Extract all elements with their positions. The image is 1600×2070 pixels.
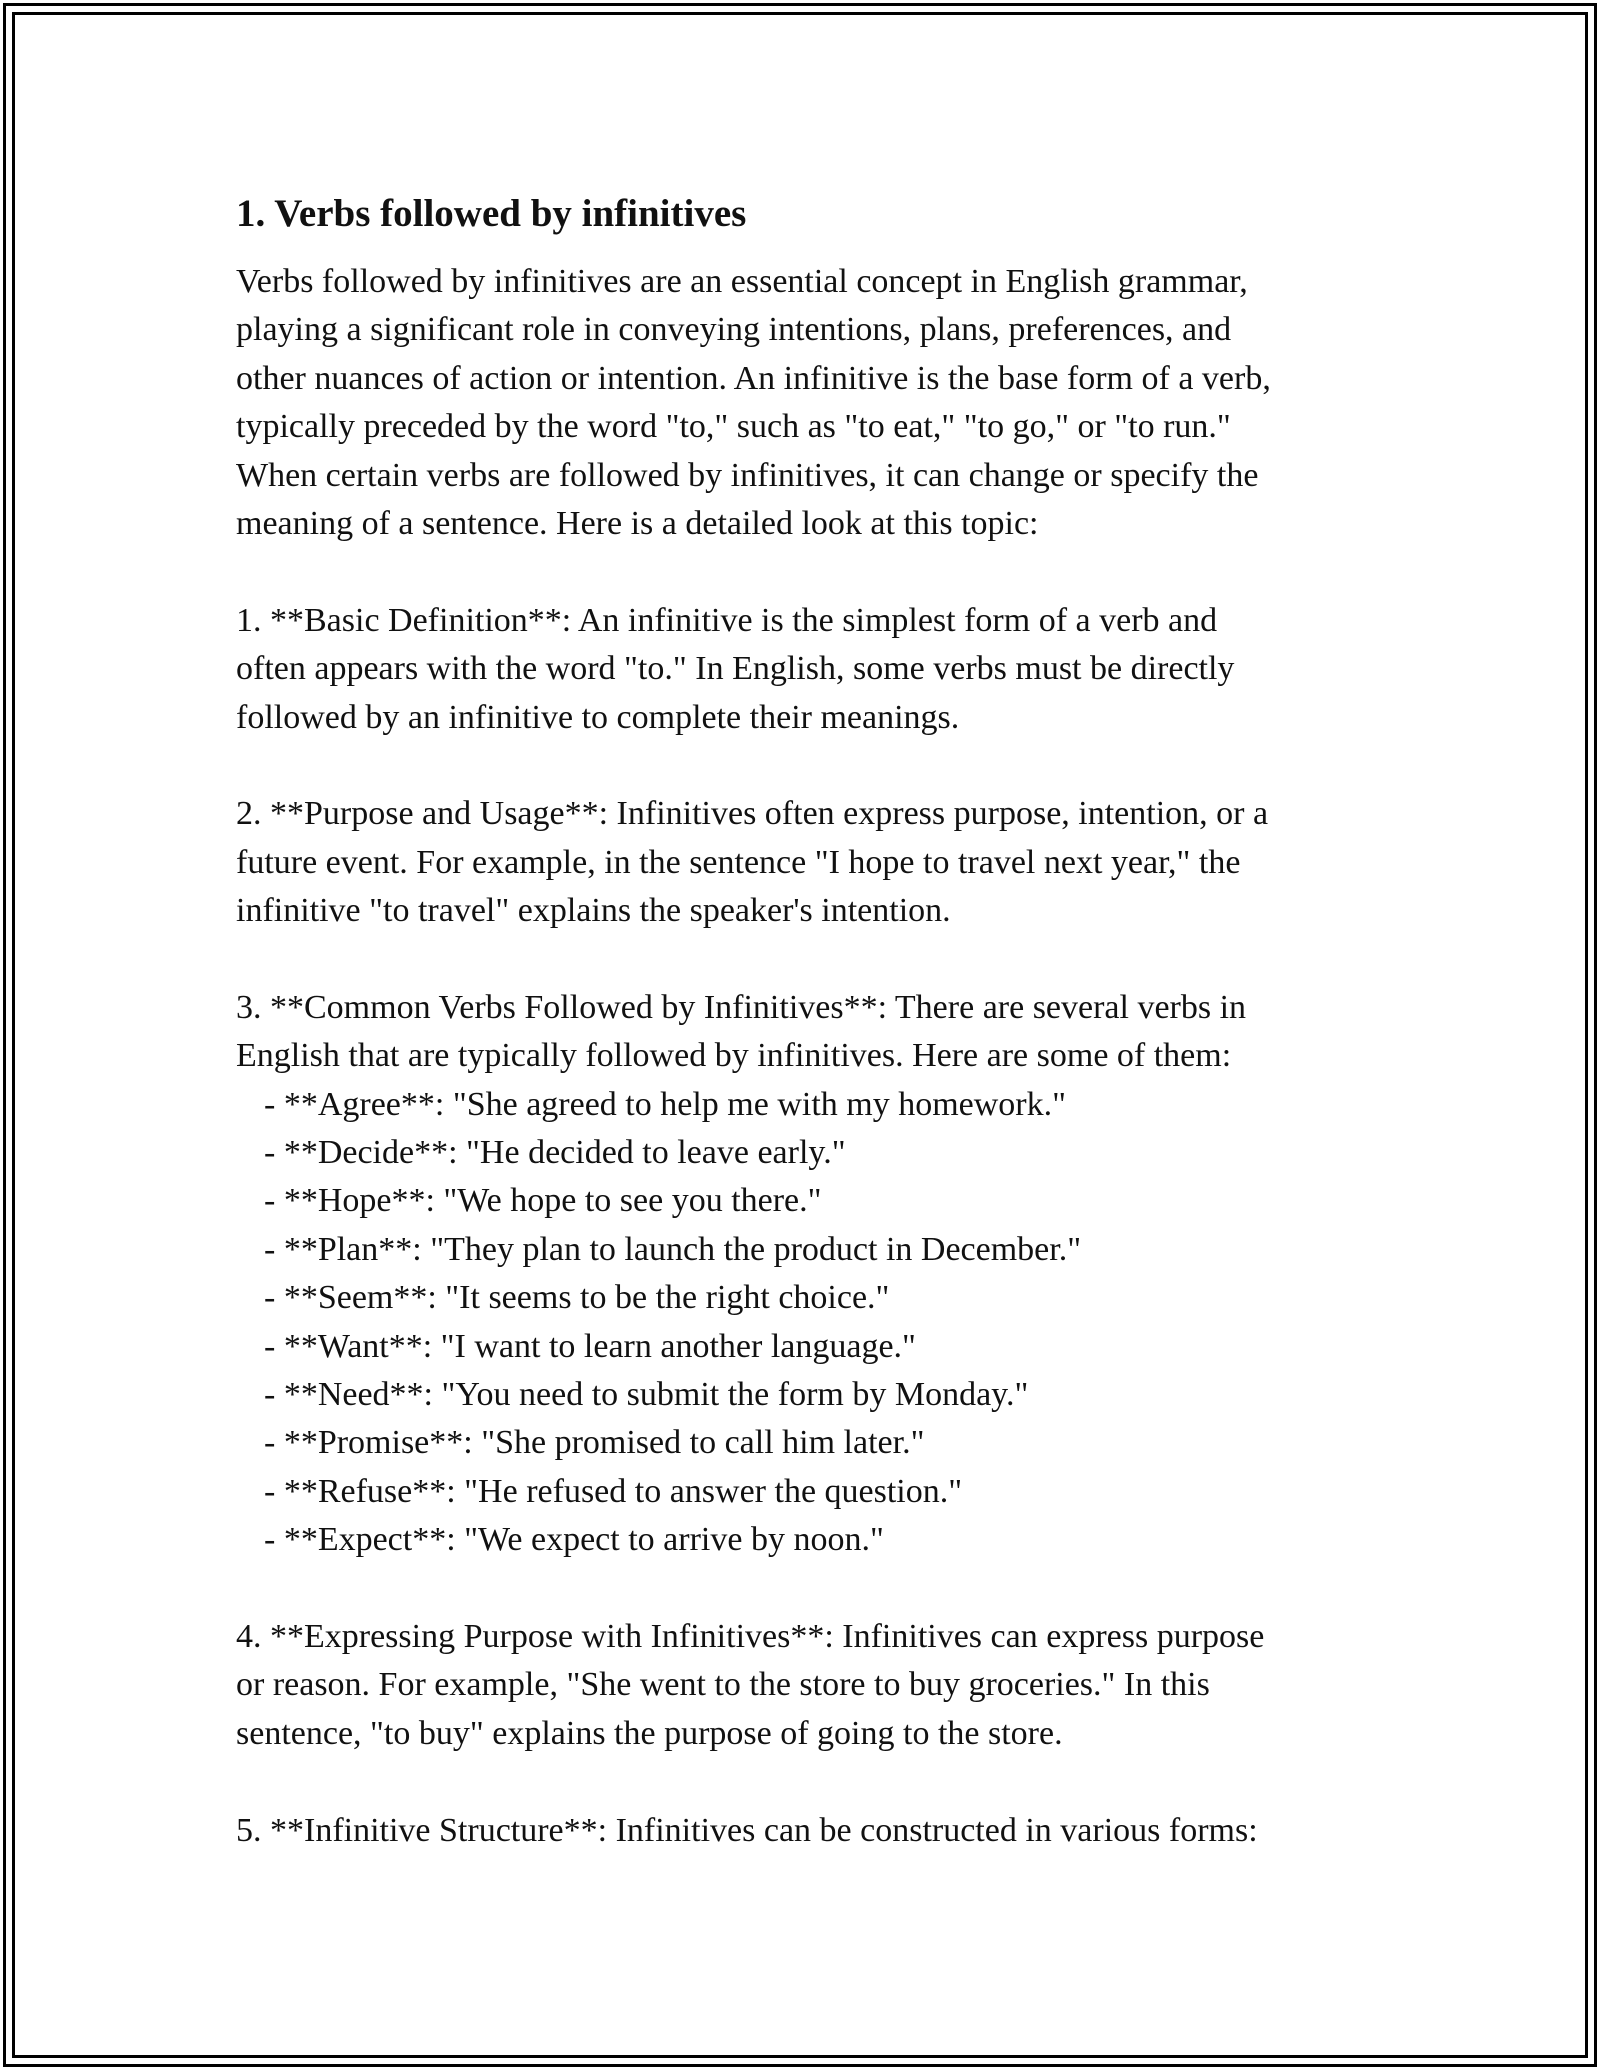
list-item: - **Promise**: "She promised to call him later." <box>264 1424 925 1462</box>
text-line: infinitive "to travel" explains the speaker's intention. <box>236 892 951 930</box>
text-line: Verbs followed by infinitives are an essential concept in English grammar, <box>236 263 1248 300</box>
list-item: - **Want**: "I want to learn another language." <box>264 1327 916 1365</box>
text-line: other nuances of action or intention. An infinitive is the base form of a verb, <box>236 359 1271 397</box>
list-item: - **Hope**: "We hope to see you there." <box>264 1182 822 1220</box>
point-basic-definition <box>236 597 1386 742</box>
paragraph-gap <box>236 935 1386 983</box>
paragraph-gap <box>236 1565 1386 1613</box>
point-expressing-purpose <box>236 1613 1386 1758</box>
intro-paragraph <box>236 258 1386 548</box>
list-item: - **Expect**: "We expect to arrive by noon." <box>264 1521 884 1559</box>
point-common-verbs <box>236 984 1386 1565</box>
verb-example-list <box>236 1081 1386 1565</box>
text-line: 3. **Common Verbs Followed by Infinitives**: There are several verbs in <box>236 988 1247 1026</box>
text-line: English that are typically followed by infinitives. Here are some of them: <box>236 1037 1232 1075</box>
paragraph-gap <box>236 742 1386 790</box>
paragraph-gap <box>236 1758 1386 1806</box>
list-item: - **Plan**: "They plan to launch the product in December." <box>264 1230 1082 1268</box>
text-line: meaning of a sentence. Here is a detailed look at this topic: <box>236 504 1039 542</box>
text-line: When certain verbs are followed by infinitives, it can change or specify the <box>236 456 1259 494</box>
text-line: or reason. For example, "She went to the store to buy groceries." In this <box>236 1666 1210 1704</box>
paragraph-gap <box>236 548 1386 596</box>
list-item: - **Refuse**: "He refused to answer the question." <box>264 1472 963 1510</box>
list-item: - **Decide**: "He decided to leave early." <box>264 1134 846 1172</box>
text-line: 2. **Purpose and Usage**: Infinitives often express purpose, intention, or a <box>236 795 1269 833</box>
text-line: followed by an infinitive to complete their meanings. <box>236 698 960 736</box>
document-content <box>236 186 1386 1855</box>
text-line: 4. **Expressing Purpose with Infinitives**: Infinitives can express purpose <box>236 1617 1265 1655</box>
text-line: 5. **Infinitive Structure**: Infinitives can be constructed in various forms: <box>236 1811 1258 1849</box>
list-item: - **Need**: "You need to submit the form by Monday." <box>264 1375 1029 1413</box>
text-line: playing a significant role in conveying intentions, plans, preferences, and <box>236 311 1232 349</box>
text-line: typically preceded by the word "to," such as "to eat," "to go," or "to run." <box>236 408 1231 446</box>
document-body <box>236 258 1386 1855</box>
text-line: future event. For example, in the sentence "I hope to travel next year," the <box>236 843 1241 881</box>
page-title: 1. Verbs followed by infinitives <box>236 192 747 235</box>
point-infinitive-structure <box>236 1807 1386 1855</box>
text-line: 1. **Basic Definition**: An infinitive is the simplest form of a verb and <box>236 601 1218 639</box>
text-line: often appears with the word "to." In English, some verbs must be directly <box>236 650 1235 688</box>
list-item: - **Agree**: "She agreed to help me with my homework." <box>264 1085 1067 1123</box>
list-item: - **Seem**: "It seems to be the right choice." <box>264 1279 890 1317</box>
text-line: sentence, "to buy" explains the purpose of going to the store. <box>236 1714 1063 1752</box>
point-purpose-usage <box>236 790 1386 935</box>
